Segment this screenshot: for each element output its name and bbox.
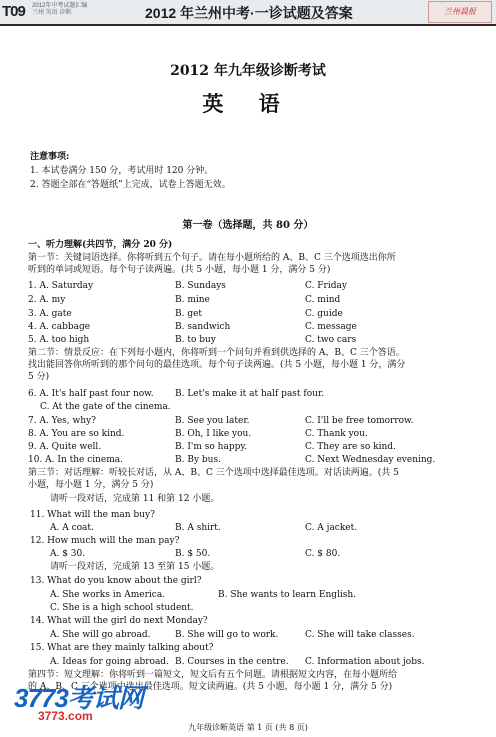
- notes-heading: 注意事项:: [30, 152, 70, 162]
- option-b: B. get: [175, 309, 203, 319]
- question-10: 10. A. In the cinema.: [28, 455, 124, 465]
- option-a: A. A coat.: [50, 523, 94, 533]
- question-11: 11. What will the man buy?: [30, 510, 155, 520]
- option-c: C. At the gate of the cinema.: [40, 402, 171, 412]
- question-8: 8. A. You are so kind.: [28, 429, 125, 439]
- option-c: C. message: [305, 322, 357, 332]
- instruction: 第一节：关键词语选择。你将听到五个句子。请在每小题所给的 A、B、C 三个选项选出你所: [28, 253, 396, 263]
- option-b: B. See you later.: [175, 416, 250, 426]
- option-b: B. She will go to work.: [175, 630, 279, 640]
- question-4: 4. A. cabbage: [28, 322, 91, 332]
- option-c: C. mind: [305, 295, 341, 305]
- note-item: 2. 答题全部在“答题纸”上完成，试卷上答题无效。: [30, 180, 231, 190]
- option-b: B. By bus.: [175, 455, 221, 465]
- note-item: 1. 本试卷满分 150 分，考试用时 120 分钟。: [30, 166, 214, 176]
- header-code: T09: [2, 3, 25, 20]
- page-header: [0, 0, 496, 26]
- option-c: C. Next Wednesday evening.: [305, 455, 436, 465]
- question-2: 2. A. my: [28, 295, 66, 305]
- option-b: B. to buy: [175, 335, 216, 345]
- question-3: 3. A. gate: [28, 309, 72, 319]
- option-c: C. two cars: [305, 335, 357, 345]
- option-c: C. She will take classes.: [305, 630, 415, 640]
- question-12: 12. How much will the man pay?: [30, 536, 180, 546]
- option-b: B. She wants to learn English.: [218, 590, 357, 600]
- site-watermark-url: 3773.com: [38, 709, 93, 723]
- question-1: 1. A. Saturday: [28, 281, 94, 291]
- instruction: 第二节：情景反应：在下列每小题内，你将听到一个问句并看到供选择的 A、B、C 三个答语。: [28, 348, 405, 358]
- instruction: 听到的单词或短语。每个句子读两遍。(共 5 小题，每小题 1 分，满分 5 分): [28, 265, 331, 275]
- part-heading: 一、听力理解(共四节，满分 20 分): [28, 240, 173, 250]
- question-7: 7. A. Yes, why?: [28, 416, 96, 426]
- question-5: 5. A. too high: [28, 335, 90, 345]
- instruction: 的 A、B、C 三个选项中选出最佳选项。短文读两遍。(共 5 小题，每小题 1 分，满分 5 分): [28, 682, 393, 692]
- option-a: A. $ 30.: [50, 549, 86, 559]
- instruction: 第三节：对话理解：听较长对话，从 A、B、C 三个选项中选择最佳选项。对话读两遍。(共 5: [28, 468, 399, 478]
- instruction: 小题，每小题 1 分，满分 5 分): [28, 480, 154, 490]
- option-c: C. $ 80.: [305, 549, 341, 559]
- header-subtitle: 2012年中考试题汇编 兰州 英语 诊断: [32, 3, 88, 16]
- question-14: 14. What will the girl do next Monday?: [30, 616, 208, 626]
- option-b: B. Oh, I like you.: [175, 429, 252, 439]
- question-15: 15. What are they mainly talking about?: [30, 643, 214, 653]
- header-title: 2012 年兰州中考·一诊试题及答案: [145, 5, 353, 21]
- section-title: 第一卷（选择题，共 80 分）: [182, 220, 314, 231]
- option-c: C. A jacket.: [305, 523, 358, 533]
- question-6: 6. A. It's half past four now.: [28, 389, 154, 399]
- option-c: C. She is a high school student.: [50, 603, 194, 613]
- exam-title: 2012 年九年级诊断考试: [170, 63, 326, 79]
- option-c: C. Thank you.: [305, 429, 368, 439]
- option-c: C. Information about jobs.: [305, 657, 425, 667]
- option-a: A. She will go abroad.: [50, 630, 151, 640]
- option-b: B. sandwich: [175, 322, 231, 332]
- option-b: B. A shirt.: [175, 523, 221, 533]
- sub-instruction: 请听一段对话，完成第 13 至第 15 小题。: [50, 562, 220, 572]
- option-b: B. mine: [175, 295, 210, 305]
- option-b: B. I'm so happy.: [175, 442, 248, 452]
- question-9: 9. A. Quite well.: [28, 442, 102, 452]
- option-c: C. guide: [305, 309, 343, 319]
- instruction: 5 分): [28, 372, 50, 382]
- instruction: 找出能回答你所听到的那个问句的最佳选项。每个句子读两遍。(共 5 小题，每小题 1 分，满分: [28, 360, 406, 370]
- question-13: 13. What do you know about the girl?: [30, 576, 202, 586]
- option-c: C. Friday: [305, 281, 347, 291]
- page-footer: 九年级诊断英语 第 1 页 (共 8 页): [188, 723, 308, 732]
- site-watermark: 3773考试网: [14, 683, 143, 713]
- option-c: C. They are so kind.: [305, 442, 396, 452]
- sub-instruction: 请听一段对话，完成第 11 和第 12 小题。: [50, 494, 220, 504]
- option-b: B. Sundays: [175, 281, 226, 291]
- option-c: C. I'll be free tomorrow.: [305, 416, 414, 426]
- option-b: B. Let's make it at half past four.: [175, 389, 325, 399]
- newspaper-logo: 兰州晨报: [428, 1, 492, 23]
- option-a: A. Ideas for going abroad.: [50, 657, 169, 667]
- option-b: B. Courses in the centre.: [175, 657, 289, 667]
- subject-title: 英 语: [202, 91, 294, 116]
- option-b: B. $ 50.: [175, 549, 211, 559]
- instruction: 第四节：短文理解：你将听到一篇短文，短文后有五个问题。请根据短文内容，在每小题所给: [28, 670, 398, 680]
- option-a: A. She works in America.: [50, 590, 166, 600]
